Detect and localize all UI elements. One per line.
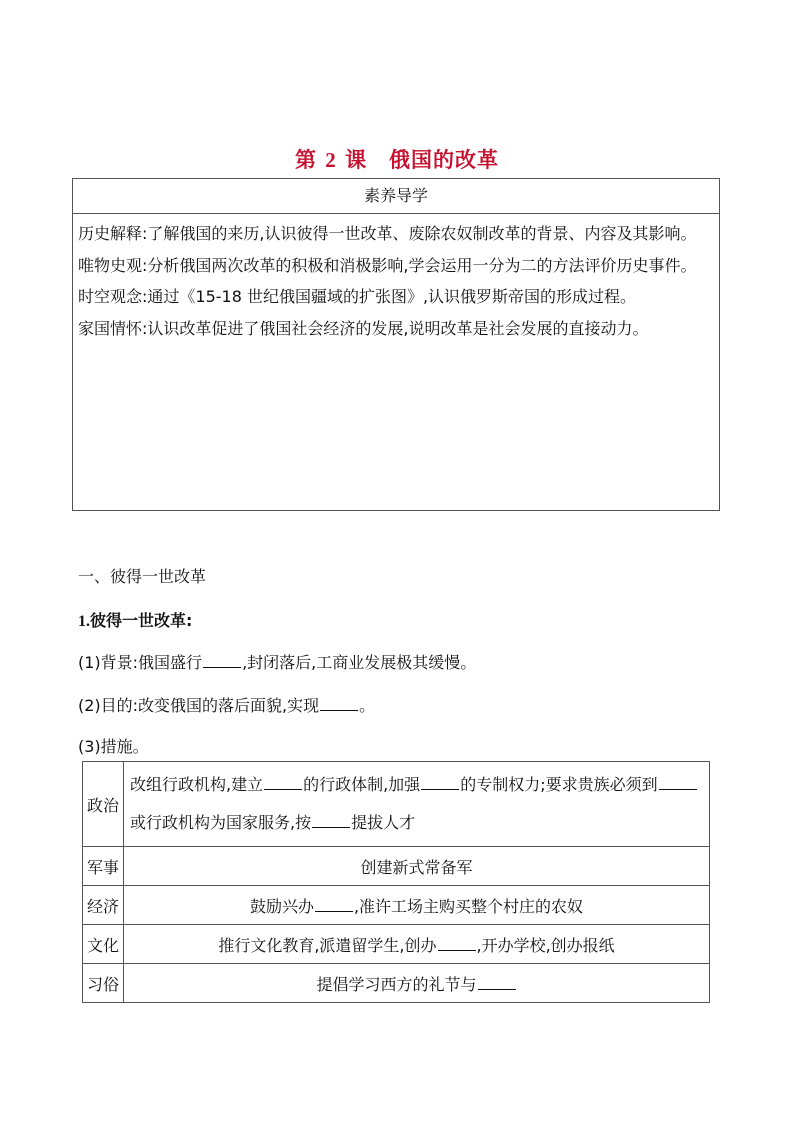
fill-blank[interactable] [264, 775, 302, 790]
guide-paragraph: 唯物史观:分析俄国两次改革的积极和消极影响,学会运用一分为二的方法评价历史事件。 [78, 255, 697, 275]
fill-blank[interactable] [659, 775, 697, 790]
guide-header: 素养导学 [73, 179, 719, 214]
military-cell: 创建新式常备军 [124, 847, 710, 886]
fill-blank[interactable] [478, 975, 516, 990]
background-text-b: ,封闭落后,工商业发展极其缓慢。 [242, 653, 477, 672]
title-prefix: 第 [294, 148, 317, 172]
fill-blank[interactable] [203, 653, 241, 668]
fill-blank[interactable] [438, 936, 476, 951]
row-label-economy: 经济 [83, 886, 124, 925]
purpose-text-a: (2)目的:改变俄国的落后面貌,实现 [78, 696, 320, 715]
economy-text-b: ,准许工场主购买整个村庄的农奴 [353, 896, 584, 916]
table-row [83, 925, 710, 964]
title-number: 2 [325, 148, 337, 172]
politics-text-2: 的行政体制,加强 [303, 775, 421, 794]
fill-blank[interactable] [312, 813, 350, 828]
culture-text-b: ,开办学校,创办报纸 [476, 935, 615, 955]
culture-cell [124, 925, 710, 964]
subheading [78, 608, 192, 631]
politics-text-4: 或行政机构为国家服务,按 [130, 813, 312, 832]
fill-blank[interactable] [421, 775, 459, 790]
guide-paragraph: 时空观念:通过《15-18 世纪俄国疆域的扩张图》,认识俄罗斯帝国的形成过程。 [78, 287, 637, 306]
row-label-politics: 政治 [83, 762, 124, 847]
politics-text-3: 的专制权力;要求贵族必须到 [460, 775, 658, 794]
title-rest: 课 俄国的改革 [345, 148, 500, 172]
purpose-line [78, 693, 375, 716]
economy-text-a: 鼓励兴办 [249, 896, 314, 916]
fill-blank[interactable] [315, 897, 353, 912]
politics-text-5: 提拔人才 [351, 813, 416, 832]
measures-label: (3)措施。 [78, 737, 149, 756]
politics-cell [124, 762, 710, 847]
background-text-a: (1)背景:俄国盛行 [78, 653, 203, 672]
measures-table [82, 761, 710, 1003]
literacy-guide-box [72, 178, 720, 511]
section-heading: 一、彼得一世改革 [78, 567, 207, 586]
economy-cell [124, 886, 710, 925]
row-label-customs: 习俗 [83, 964, 124, 1003]
purpose-text-b: 。 [359, 696, 376, 715]
customs-cell [124, 964, 710, 1003]
politics-text-1: 改组行政机构,建立 [130, 775, 264, 794]
guide-paragraph: 历史解释:了解俄国的来历,认识彼得一世改革、废除农奴制改革的背景、内容及其影响。 [78, 224, 697, 243]
page-title [0, 144, 794, 174]
row-label-culture: 文化 [83, 925, 124, 964]
subheading-number: 1. [78, 613, 90, 630]
guide-paragraph: 家国情怀:认识改革促进了俄国社会经济的发展,说明改革是社会发展的直接动力。 [78, 318, 649, 338]
table-row [83, 847, 710, 886]
background-line [78, 650, 476, 673]
customs-text-a: 提倡学习西方的礼节与 [316, 974, 477, 994]
table-row [83, 964, 710, 1003]
guide-body [73, 214, 719, 344]
fill-blank[interactable] [320, 696, 358, 711]
culture-text-a: 推行文化教育,派遣留学生,创办 [218, 935, 437, 955]
row-label-military: 军事 [83, 847, 124, 886]
table-row [83, 886, 710, 925]
subheading-text: 彼得一世改革: [90, 611, 193, 630]
table-row [83, 762, 710, 847]
